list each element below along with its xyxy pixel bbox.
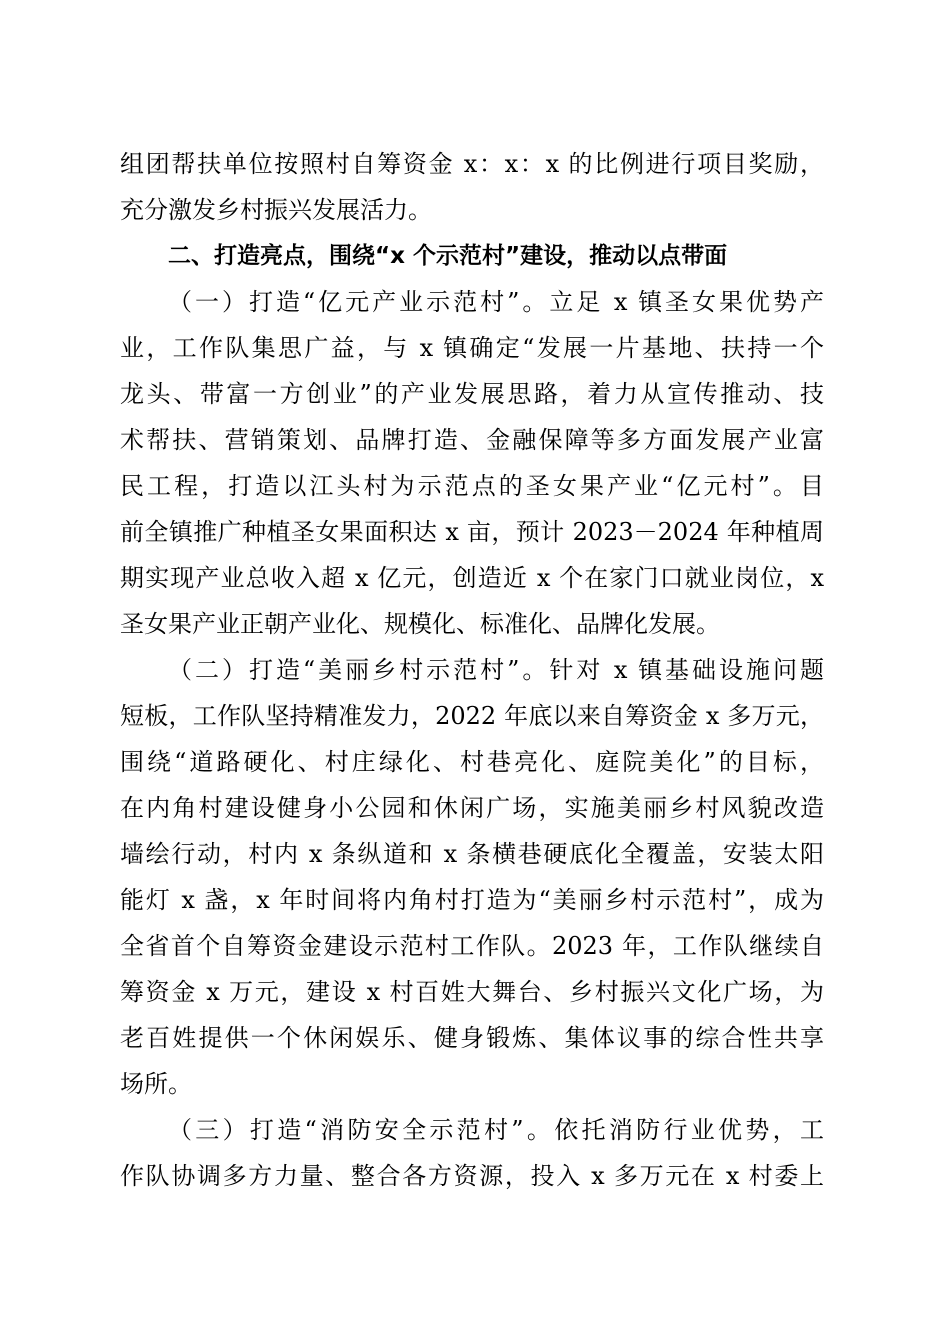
body-line: 期实现产业总收入超 x 亿元，创造近 x 个在家门口就业岗位，x (120, 564, 824, 592)
body-line: 场所。 (120, 1070, 192, 1098)
body-line: 龙头、带富一方创业”的产业发展思路，着力从宣传推动、技 (120, 380, 824, 408)
body-line: 术帮扶、营销策划、品牌打造、金融保障等多方面发展产业富 (120, 426, 824, 454)
body-line: 老百姓提供一个休闲娱乐、健身锻炼、集体议事的综合性共享 (120, 1024, 824, 1052)
body-line: 作队协调多方力量、整合各方资源，投入 x 多万元在 x 村委上 (120, 1162, 824, 1190)
body-line: 墙绘行动，村内 x 条纵道和 x 条横巷硬底化全覆盖，安装太阳 (120, 840, 824, 868)
section-heading: 二、打造亮点，围绕“x 个示范村”建设，推动以点带面 (168, 243, 728, 269)
body-line: 充分激发乡村振兴发展活力。 (120, 196, 432, 224)
body-line: 民工程，打造以江头村为示范点的圣女果产业“亿元村”。目 (120, 472, 824, 500)
body-line: 能灯 x 盏，x 年时间将内角村打造为“美丽乡村示范村”，成为 (120, 886, 824, 914)
body-line: （一）打造“亿元产业示范村”。立足 x 镇圣女果优势产 (168, 288, 824, 316)
body-line: （三）打造“消防安全示范村”。依托消防行业优势，工 (168, 1116, 824, 1144)
body-line: 筹资金 x 万元，建设 x 村百姓大舞台、乡村振兴文化广场，为 (120, 978, 824, 1006)
body-line: 短板，工作队坚持精准发力，2022 年底以来自筹资金 x 多万元， (120, 702, 824, 730)
body-line: 业，工作队集思广益，与 x 镇确定“发展一片基地、扶持一个 (120, 334, 824, 362)
body-line: 在内角村建设健身小公园和休闲广场，实施美丽乡村风貌改造 (120, 794, 824, 822)
body-line: 圣女果产业正朝产业化、规模化、标准化、品牌化发展。 (120, 610, 720, 638)
body-line: 全省首个自筹资金建设示范村工作队。2023 年，工作队继续自 (120, 932, 824, 960)
body-line: 前全镇推广种植圣女果面积达 x 亩，预计 2023－2024 年种植周 (120, 518, 824, 546)
body-line: （二）打造“美丽乡村示范村”。针对 x 镇基础设施问题 (168, 656, 824, 684)
body-line: 组团帮扶单位按照村自筹资金 x：x：x 的比例进行项目奖励， (120, 150, 824, 178)
body-line: 围绕“道路硬化、村庄绿化、村巷亮化、庭院美化”的目标， (120, 748, 824, 776)
